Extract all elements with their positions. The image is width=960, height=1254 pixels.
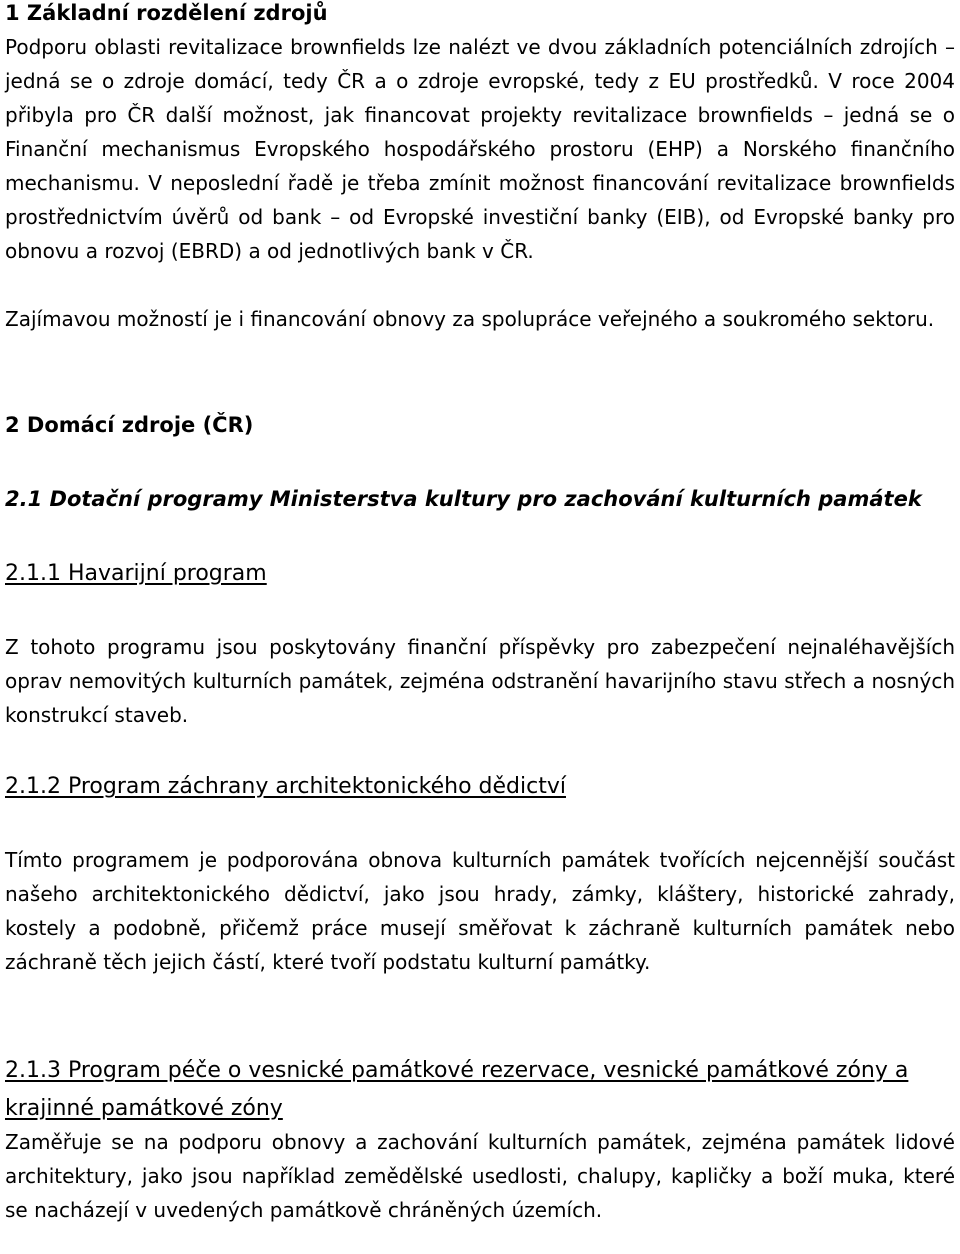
program-2-1-3-heading <box>5 1052 955 1128</box>
section-1-heading: 1 Základní rozdělení zdrojů <box>5 1 328 25</box>
program-2-1-2-text: Tímto programem je podporována obnova kulturních památek tvořících nejcennější součást našeho architektonického dědictví, jako jsou hrady, zámky, kláštery, historické zahrady, kostely a podobně, přičemž práce musejí směřovat k záchraně kulturních památek nebo záchraně těch jejich částí, které tvoří podstatu kulturní památky. <box>5 848 955 974</box>
program-2-1-3-text: Zaměřuje se na podporu obnovy a zachování kulturních památek, zejména památek lidové architektury, jako jsou například zemědělské usedlosti, chalupy, kapličky a boží muka, které se nacházejí v uvedených památkově chráněných územích. <box>5 1130 955 1222</box>
section-2-heading: 2 Domácí zdroje (ČR) <box>5 413 254 437</box>
program-2-1-2-heading-text: 2.1.2 Program záchrany architektonického dědictví <box>5 774 566 799</box>
program-2-1-1-text: Z tohoto programu jsou poskytovány finanční příspěvky pro zabezpečení nejnaléhavějších oprav nemovitých kulturních památek, zejména odstranění havarijního stavu střech a nosných konstrukcí staveb. <box>5 635 955 727</box>
program-2-1-1-heading <box>5 557 267 591</box>
section-1-paragraph-2: Zajímavou možností je i financování obnovy za spolupráce veřejného a soukromého sektoru. <box>5 307 935 331</box>
program-2-1-3-heading-text: 2.1.3 Program péče o vesnické památkové rezervace, vesnické památkové zóny a krajinné památkové zóny <box>5 1058 909 1121</box>
program-2-1-1-heading-text: 2.1.1 Havarijní program <box>5 561 267 586</box>
section-1-paragraph-1: Podporu oblasti revitalizace brownfields lze nalézt ve dvou základních potenciálních zdrojích – jedná se o zdroje domácí, tedy ČR a o zdroje evropské, tedy z EU prostředků. V roce 2004 přibyla pro ČR další možnost, jak financovat projekty revitalizace brownfields – jedná se o Finanční mechanismus Evropského hospodářského prostoru (EHP) a Norského finančního mechanismu. V neposlední řadě je třeba zmínit možnost financování revitalizace brownfields prostřednictvím úvěrů od bank – od Evropské investiční banky (EIB), od Evropské banky pro obnovu a rozvoj (EBRD) a od jednotlivých bank v ČR. <box>5 35 955 263</box>
section-2-1-heading: 2.1 Dotační programy Ministerstva kultury pro zachování kulturních památek <box>5 487 922 511</box>
program-2-1-2-heading <box>5 770 566 804</box>
